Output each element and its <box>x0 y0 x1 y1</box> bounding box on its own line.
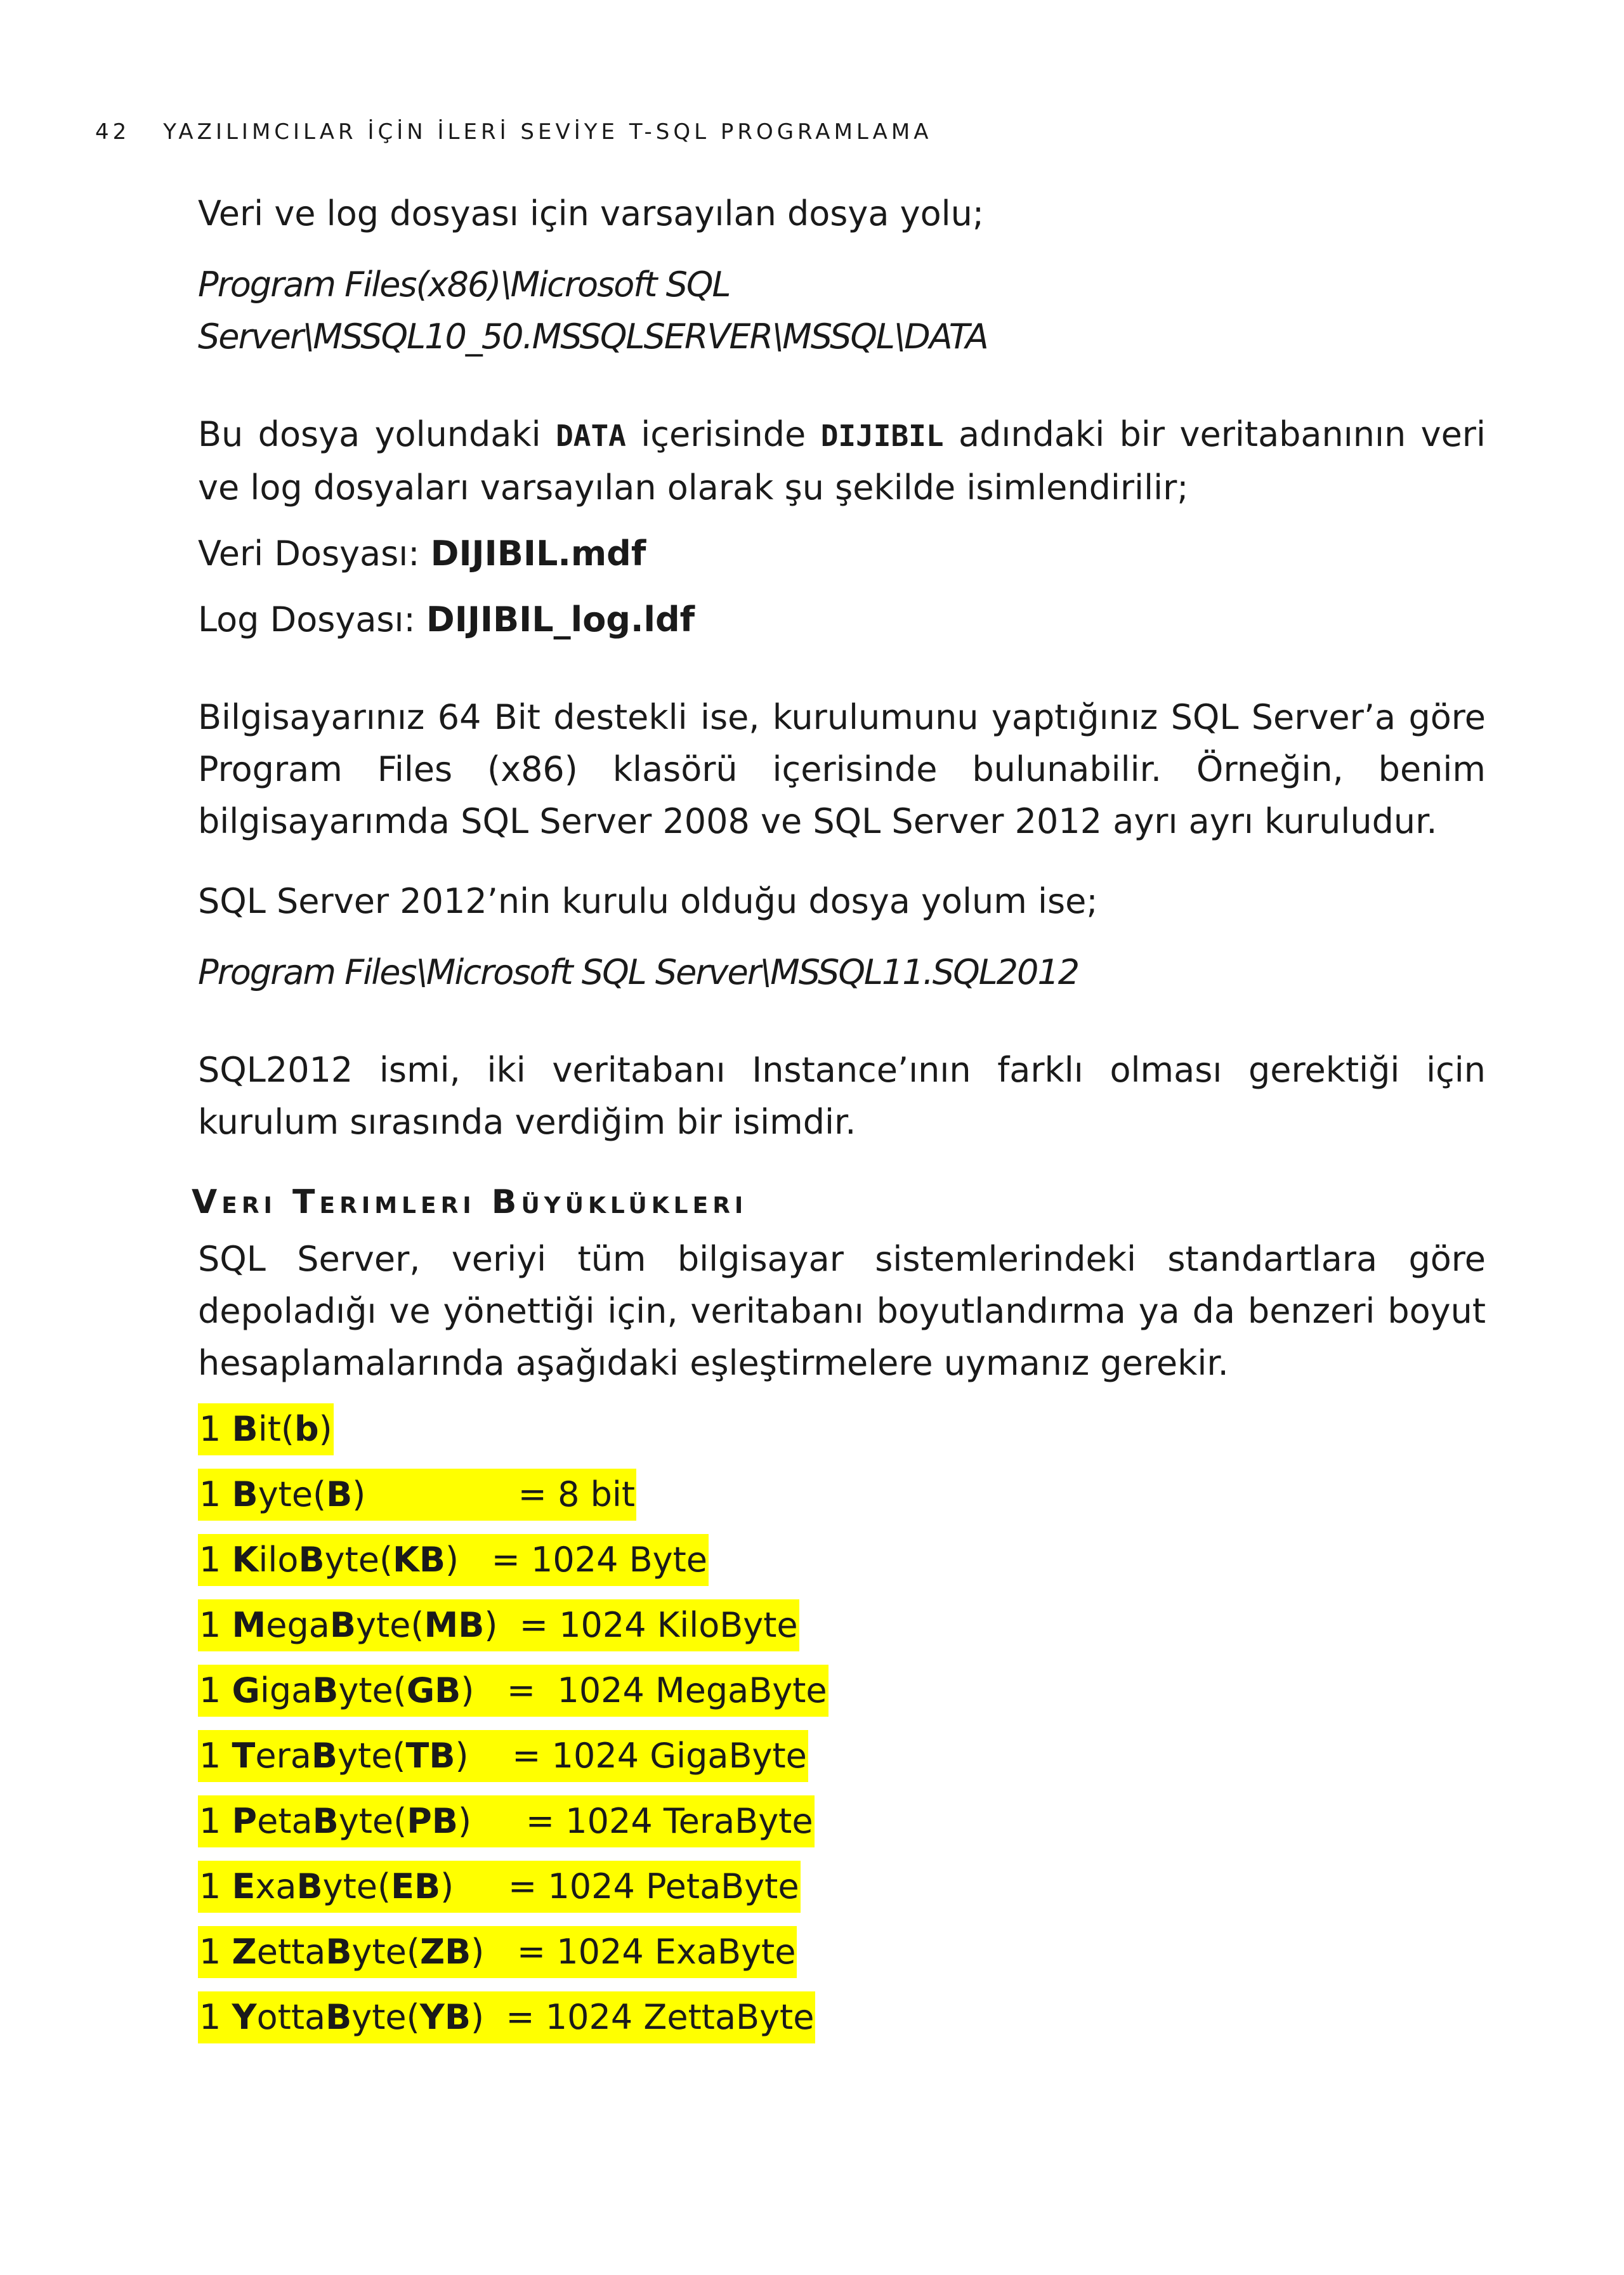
unit-name-part: era <box>255 1736 311 1776</box>
book-title: YAZILIMCILAR İÇİN İLERİ SEVİYE T-SQL PROGRAMLAMA <box>163 119 933 145</box>
paragraph-file-naming <box>198 409 1486 514</box>
unit-count: 1 <box>199 1540 232 1580</box>
unit-highlight <box>198 1926 797 1978</box>
paragraph-instance-name: SQL2012 ismi, iki veritabanı Instance’ının farklı olması gerektiği için kurulum sırasında verdiğim bir isimdir. <box>198 1050 1486 1142</box>
unit-equivalent: = 1024 TeraByte <box>471 1801 813 1841</box>
unit-count: 1 <box>199 1932 232 1972</box>
unit-equivalent: = 1024 KiloByte <box>497 1605 798 1645</box>
unit-name-part: ilo <box>258 1540 299 1580</box>
unit-row-byte <box>198 1469 1486 1534</box>
unit-byte-initial: B <box>298 1540 325 1580</box>
unit-name-part: ) <box>445 1540 459 1580</box>
unit-name-part: yte( <box>338 1670 407 1710</box>
paragraph-size-mappings: SQL Server, veriyi tüm bilgisayar sistemlerindeki standartlara göre depoladığı ve yönettiği için, veritabanı boyutlandırma ya da benzeri boyut hesaplamalarında aşağıdaki eşleştirmelere uymanız gerekir. <box>198 1239 1486 1383</box>
unit-equivalent: = 1024 ZettaByte <box>484 1997 815 2037</box>
unit-name-part: eta <box>257 1801 313 1841</box>
unit-name-part: ) <box>440 1866 454 1906</box>
unit-initial: G <box>232 1670 260 1710</box>
data-file-label: Veri Dosyası: <box>198 534 431 574</box>
unit-name-part: ) <box>484 1605 498 1645</box>
unit-highlight <box>198 1534 709 1586</box>
unit-count: 1 <box>199 1605 232 1645</box>
paragraph-default-path-intro: Veri ve log dosyası için varsayılan dosya yolu; <box>198 193 985 233</box>
text-fragment: adındaki bir veritabanının veri ve log dosyaları varsayılan olarak şu şekilde isimlendirilir; <box>198 414 1486 508</box>
unit-byte-initial: B <box>312 1670 339 1710</box>
unit-name-part: ) <box>470 1997 485 2037</box>
unit-name-part: yte( <box>351 1997 420 2037</box>
unit-name-part: xa <box>255 1866 297 1906</box>
unit-highlight <box>198 1469 636 1521</box>
unit-name-part: ) <box>471 1932 485 1972</box>
unit-byte-initial: B <box>329 1605 357 1645</box>
code-database-name: DIJIBIL <box>820 419 944 453</box>
unit-row-yottabyte <box>198 1991 1486 2057</box>
unit-abbrev: B <box>326 1474 353 1514</box>
unit-list <box>198 1403 1486 2057</box>
default-data-path: Program Files(x86)\Microsoft SQL Server\MSSQL10_50.MSSQLSERVER\MSSQL\DATA <box>198 265 988 357</box>
unit-equivalent: = 8 bit <box>365 1474 636 1514</box>
unit-row-zettabyte <box>198 1926 1486 1991</box>
section-title: Veri Terimleri Büyüklükleri <box>192 1183 748 1221</box>
unit-name-part: ) <box>352 1474 366 1514</box>
paragraph-64bit: Bilgisayarınız 64 Bit destekli ise, kurulumunu yaptığınız SQL Server’a göre Program Files (x86) klasörü içerisinde bulunabilir. Örneğin, benim bilgisayarımda SQL Server 2008 ve SQL Server 2012 ayrı ayrı kuruludur. <box>198 697 1486 841</box>
running-header <box>95 119 932 145</box>
log-file-label: Log Dosyası: <box>198 600 426 639</box>
unit-initial: M <box>232 1605 266 1645</box>
unit-abbrev: ZB <box>419 1932 471 1972</box>
unit-abbrev: YB <box>419 1997 471 2037</box>
unit-row-kilobyte <box>198 1534 1486 1599</box>
unit-initial: Y <box>232 1997 257 2037</box>
unit-byte-initial: B <box>325 1997 352 2037</box>
unit-name-part: ) <box>318 1409 332 1449</box>
unit-name-part: yte( <box>322 1866 391 1906</box>
unit-byte-initial: B <box>296 1866 323 1906</box>
unit-equivalent: = 1024 PetaByte <box>454 1866 799 1906</box>
unit-count: 1 <box>199 1866 232 1906</box>
text-fragment: içerisinde <box>625 414 821 454</box>
unit-name-part: iga <box>259 1670 313 1710</box>
unit-row-petabyte <box>198 1795 1486 1861</box>
unit-highlight <box>198 1730 808 1782</box>
unit-abbrev: KB <box>393 1540 446 1580</box>
log-file-name: DIJIBIL_log.ldf <box>426 600 695 639</box>
unit-count: 1 <box>199 1736 232 1776</box>
unit-row-exabyte <box>198 1861 1486 1926</box>
unit-name-part: yte( <box>258 1474 327 1514</box>
unit-name-part: yte( <box>351 1932 420 1972</box>
unit-abbrev: b <box>294 1409 319 1449</box>
unit-abbrev: GB <box>406 1670 461 1710</box>
data-file-line <box>198 528 1486 580</box>
unit-count: 1 <box>199 1409 232 1449</box>
unit-count: 1 <box>199 1474 232 1514</box>
unit-name-part: yte( <box>356 1605 424 1645</box>
unit-equivalent: = 1024 MegaByte <box>474 1670 827 1710</box>
unit-initial: T <box>232 1736 256 1776</box>
unit-row-bit <box>198 1403 1486 1469</box>
unit-initial: E <box>232 1866 256 1906</box>
unit-count: 1 <box>199 1670 232 1710</box>
unit-name-part: ega <box>266 1605 330 1645</box>
unit-equivalent: = 1024 Byte <box>459 1540 708 1580</box>
data-file-name: DIJIBIL.mdf <box>430 534 646 574</box>
log-file-line <box>198 594 1486 646</box>
unit-initial: B <box>232 1474 258 1514</box>
unit-abbrev: PB <box>407 1801 458 1841</box>
unit-name-part: it( <box>258 1409 294 1449</box>
unit-row-terabyte <box>198 1730 1486 1795</box>
unit-highlight <box>198 1403 334 1455</box>
unit-count: 1 <box>199 1997 232 2037</box>
sql2012-install-path: Program Files\Microsoft SQL Server\MSSQL11.SQL2012 <box>198 952 1079 992</box>
unit-initial: B <box>232 1409 258 1449</box>
unit-byte-initial: B <box>325 1932 352 1972</box>
paragraph-install-path-intro: SQL Server 2012’nin kurulu olduğu dosya yolum ise; <box>198 881 1098 921</box>
unit-row-gigabyte <box>198 1665 1486 1730</box>
unit-name-part: ) <box>461 1670 475 1710</box>
unit-equivalent: = 1024 GigaByte <box>468 1736 807 1776</box>
unit-name-part: etta <box>256 1932 326 1972</box>
page-body <box>192 188 1486 2057</box>
unit-highlight <box>198 1665 828 1717</box>
unit-name-part: ) <box>455 1736 469 1776</box>
unit-name-part: yte( <box>324 1540 393 1580</box>
unit-name-part: ) <box>457 1801 472 1841</box>
page-number: 42 <box>95 119 131 145</box>
unit-highlight <box>198 1861 801 1913</box>
unit-count: 1 <box>199 1801 232 1841</box>
unit-name-part: otta <box>256 1997 326 2037</box>
text-fragment: Bu dosya yolundaki <box>198 414 556 454</box>
unit-highlight <box>198 1599 799 1651</box>
unit-byte-initial: B <box>312 1801 339 1841</box>
unit-initial: K <box>232 1540 259 1580</box>
unit-abbrev: TB <box>405 1736 455 1776</box>
unit-initial: P <box>232 1801 258 1841</box>
unit-name-part: yte( <box>338 1801 407 1841</box>
unit-highlight <box>198 1795 815 1847</box>
unit-byte-initial: B <box>311 1736 338 1776</box>
unit-highlight <box>198 1991 815 2043</box>
unit-equivalent: = 1024 ExaByte <box>484 1932 796 1972</box>
unit-abbrev: MB <box>424 1605 485 1645</box>
unit-initial: Z <box>232 1932 257 1972</box>
unit-row-megabyte <box>198 1599 1486 1665</box>
unit-abbrev: EB <box>391 1866 441 1906</box>
unit-name-part: yte( <box>337 1736 406 1776</box>
code-data-folder: DATA <box>556 419 626 453</box>
